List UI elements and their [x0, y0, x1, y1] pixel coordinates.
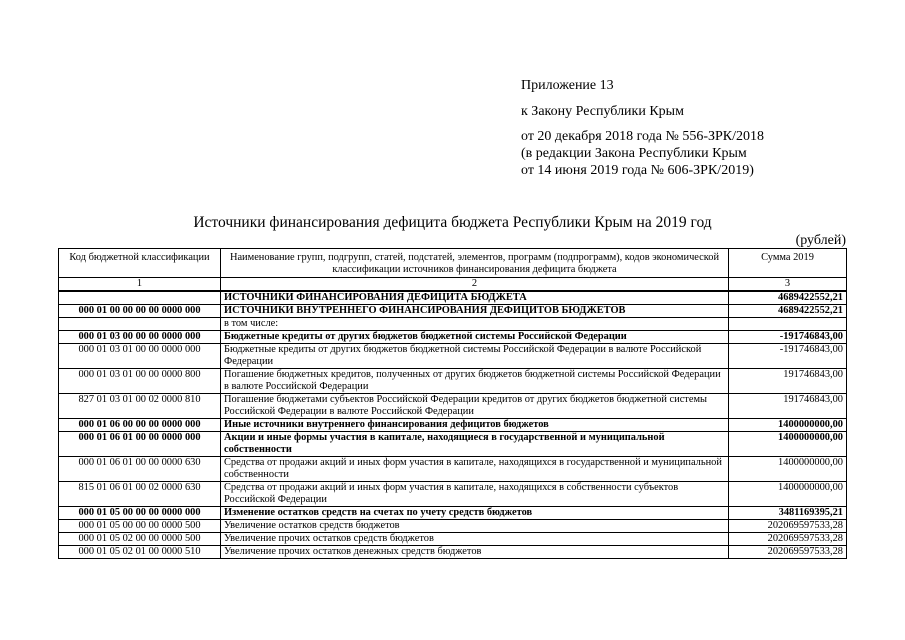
row-name-cell: Погашение бюджетами субъектов Российской Федерации кредитов от других бюджетов бюджетной системы Российской Федерации в валюте Российской Федерации [221, 394, 729, 419]
table-row [59, 546, 847, 559]
table-row [59, 507, 847, 520]
row-code-cell: 000 01 00 00 00 00 0000 000 [59, 305, 221, 318]
row-code-cell: 000 01 03 00 00 00 0000 000 [59, 331, 221, 344]
table-row [59, 369, 847, 394]
table-row [59, 482, 847, 507]
row-sum-cell: 1400000000,00 [729, 457, 847, 482]
table-row [59, 305, 847, 318]
row-code-cell: 000 01 03 01 00 00 0000 800 [59, 369, 221, 394]
row-sum-cell: 3481169395,21 [729, 507, 847, 520]
row-name-cell: в том числе: [221, 318, 729, 331]
row-name-cell: Средства от продажи акций и иных форм участия в капитале, находящихся в государственной и муниципальной собственности [221, 457, 729, 482]
row-name-cell: ИСТОЧНИКИ ВНУТРЕННЕГО ФИНАНСИРОВАНИЯ ДЕФИЦИТОВ БЮДЖЕТОВ [221, 305, 729, 318]
unit-label: (рублей) [795, 233, 846, 248]
row-code-cell: 000 01 05 02 00 00 0000 500 [59, 533, 221, 546]
row-sum-cell: -191746843,00 [729, 344, 847, 369]
row-sum-cell: 1400000000,00 [729, 482, 847, 507]
row-sum-cell [729, 318, 847, 331]
row-code-cell: 827 01 03 01 00 02 0000 810 [59, 394, 221, 419]
table-row [59, 419, 847, 432]
row-sum-cell: 1400000000,00 [729, 419, 847, 432]
column-header-code: Код бюджетной классификации [59, 249, 221, 278]
table-row [59, 520, 847, 533]
law-reference: к Закону Республики Крым [521, 104, 684, 119]
row-sum-cell: 191746843,00 [729, 394, 847, 419]
column-header-sum: Сумма 2019 [729, 249, 847, 278]
row-sum-cell: 202069597533,28 [729, 533, 847, 546]
row-code-cell: 000 01 05 00 00 00 0000 500 [59, 520, 221, 533]
row-sum-cell: 202069597533,28 [729, 520, 847, 533]
row-sum-cell: -191746843,00 [729, 331, 847, 344]
row-name-cell: Увеличение прочих остатков денежных средств бюджетов [221, 546, 729, 559]
table-row [59, 394, 847, 419]
financing-sources-table [58, 248, 847, 559]
row-code-cell [59, 291, 221, 305]
row-name-cell: Иные источники внутреннего финансирования дефицитов бюджетов [221, 419, 729, 432]
row-code-cell: 000 01 05 02 01 00 0000 510 [59, 546, 221, 559]
row-code-cell: 815 01 06 01 00 02 0000 630 [59, 482, 221, 507]
table-header-row [59, 249, 847, 278]
row-code-cell: 000 01 06 01 00 00 0000 000 [59, 432, 221, 457]
row-code-cell: 000 01 06 01 00 00 0000 630 [59, 457, 221, 482]
row-sum-cell: 4689422552,21 [729, 291, 847, 305]
row-name-cell: ИСТОЧНИКИ ФИНАНСИРОВАНИЯ ДЕФИЦИТА БЮДЖЕТА [221, 291, 729, 305]
row-name-cell: Средства от продажи акций и иных форм участия в капитале, находящихся в собственности субъектов Российской Федерации [221, 482, 729, 507]
table-row [59, 318, 847, 331]
row-sum-cell: 4689422552,21 [729, 305, 847, 318]
row-code-cell: 000 01 03 01 00 00 0000 000 [59, 344, 221, 369]
row-name-cell: Изменение остатков средств на счетах по учету средств бюджетов [221, 507, 729, 520]
table-row [59, 331, 847, 344]
row-sum-cell: 202069597533,28 [729, 546, 847, 559]
column-number: 3 [729, 278, 847, 292]
table-row [59, 533, 847, 546]
row-name-cell: Акции и иные формы участия в капитале, находящиеся в государственной и муниципальной собственности [221, 432, 729, 457]
row-sum-cell: 1400000000,00 [729, 432, 847, 457]
column-header-name: Наименование групп, подгрупп, статей, подстатей, элементов, программ (подпрограмм), кодов экономической классификации источников финансирования дефицита бюджета [221, 249, 729, 278]
row-code-cell: 000 01 06 00 00 00 0000 000 [59, 419, 221, 432]
edition-note-line1: (в редакции Закона Республики Крым [521, 146, 747, 161]
row-name-cell: Бюджетные кредиты от других бюджетов бюджетной системы Российской Федерации в валюте Российской Федерации [221, 344, 729, 369]
row-name-cell: Увеличение остатков средств бюджетов [221, 520, 729, 533]
row-code-cell: 000 01 05 00 00 00 0000 000 [59, 507, 221, 520]
edition-note-line2: от 14 июня 2019 года № 606-ЗРК/2019) [521, 163, 754, 178]
table-row [59, 344, 847, 369]
appendix-label: Приложение 13 [521, 78, 614, 93]
page-title: Источники финансирования дефицита бюджета Республики Крым на 2019 год [193, 214, 712, 231]
table-row [59, 457, 847, 482]
table-row [59, 291, 847, 305]
row-name-cell: Бюджетные кредиты от других бюджетов бюджетной системы Российской Федерации [221, 331, 729, 344]
law-date: от 20 декабря 2018 года № 556-ЗРК/2018 [521, 129, 765, 144]
row-name-cell: Увеличение прочих остатков средств бюджетов [221, 533, 729, 546]
column-number: 1 [59, 278, 221, 292]
column-number: 2 [221, 278, 729, 292]
table-row [59, 432, 847, 457]
column-number-row [59, 278, 847, 292]
row-code-cell [59, 318, 221, 331]
row-name-cell: Погашение бюджетных кредитов, полученных от других бюджетов бюджетной системы Российской Федерации в валюте Российской Федерации [221, 369, 729, 394]
row-sum-cell: 191746843,00 [729, 369, 847, 394]
